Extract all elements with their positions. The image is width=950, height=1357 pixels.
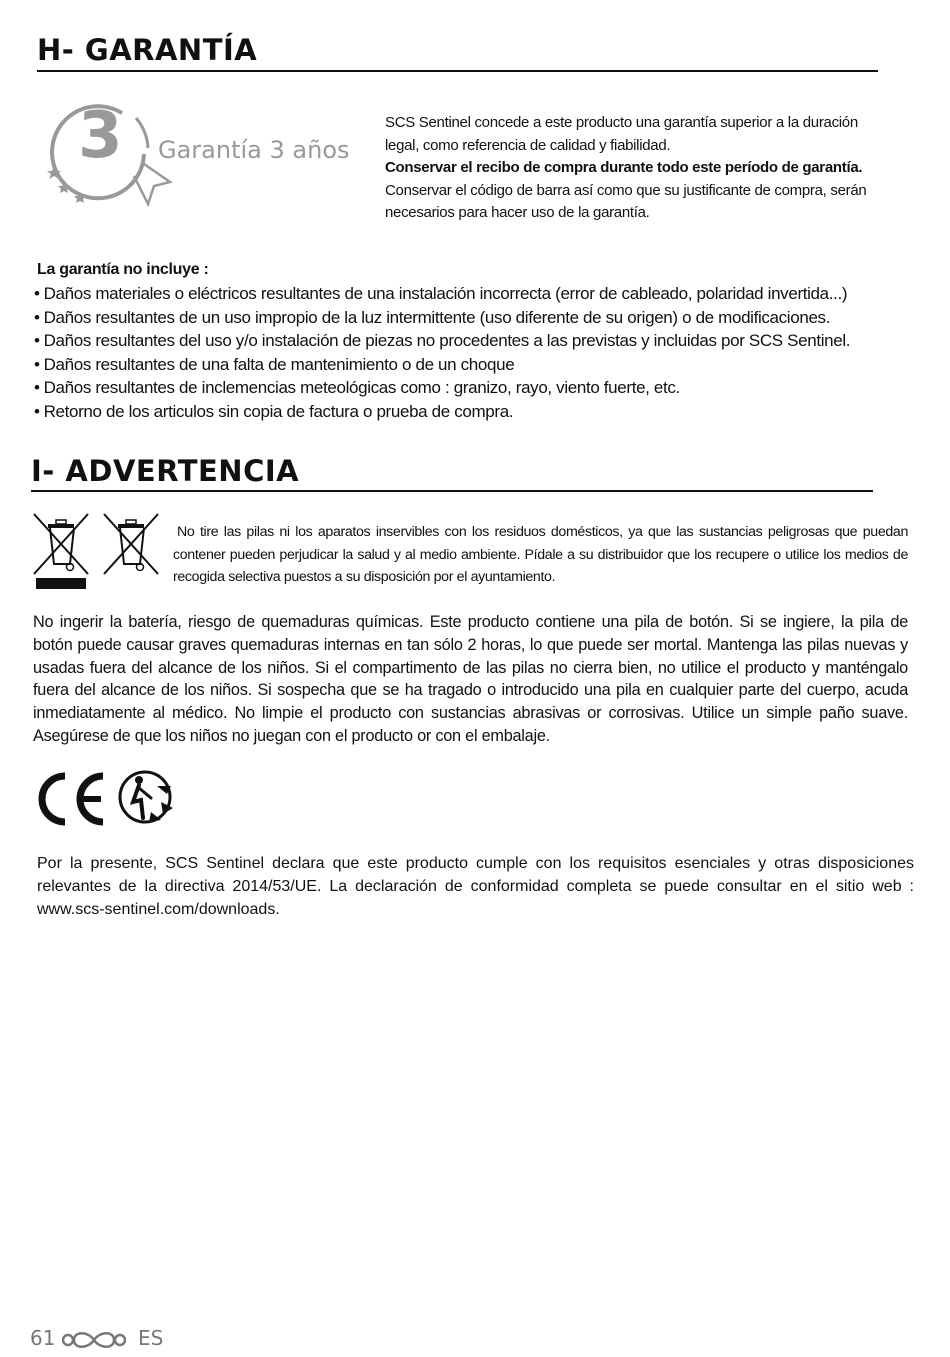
disposal-notice: No tire las pilas ni los aparatos inservibles con los residuos domésticos, ya que las sustancias peligrosas que puedan contener pueden perjudicar la salud y al medio ambiente. Pídale a su distribuidor que los recupere o utilice los medios de recogida selectiva puestos a su disposición por el ayuntamiento. — [173, 524, 908, 585]
conformity-declaration: Por la presente, SCS Sentinel declara que este producto cumple con los requisitos esenciales y otras disposiciones relevantes de la directiva 2014/53/UE. La declaración de conformidad completa se puede consultar en el sitio web : www.scs-sentinel.com/downloads. — [37, 855, 914, 918]
warranty-badge — [44, 96, 374, 214]
crossed-bin-icon — [30, 512, 92, 592]
list-item: • Daños materiales o eléctricos resultantes de una instalación incorrecta (error de cableado, polaridad invertida...) — [34, 282, 934, 306]
ce-mark-icon — [33, 772, 109, 826]
warranty-text — [385, 112, 880, 225]
exclusions-title: La garantía no incluye : — [37, 261, 209, 278]
page-number: 61 — [30, 1326, 56, 1350]
section-i-title: I- ADVERTENCIA — [31, 454, 300, 488]
warranty-text-barcode: Conservar el código de barra así como que su justificante de compra, serán necesarios para hacer uso de la garantía. — [385, 181, 867, 221]
list-item: • Daños resultantes del uso y/o instalación de piezas no procedentes a las previstas y incluidas por SCS Sentinel. — [34, 329, 934, 353]
section-h-title: H- GARANTÍA — [37, 33, 258, 67]
warranty-badge-label: Garantía 3 años — [158, 136, 350, 164]
warranty-text-keep-receipt: Conservar el recibo de compra durante todo este período de garantía. — [385, 159, 863, 176]
triman-icon — [117, 768, 177, 826]
list-item: • Retorno de los articulos sin copia de factura o prueba de compra. — [34, 400, 934, 424]
language-code: ES — [138, 1326, 164, 1350]
crossed-bin-icon — [100, 512, 162, 578]
list-item: • Daños resultantes de una falta de mantenimiento o de un choque — [34, 353, 934, 377]
section-h-rule — [37, 70, 878, 72]
list-item: • Daños resultantes de un uso impropio de la luz intermittente (uso diferente de su origen) o de modificaciones. — [34, 306, 934, 330]
warranty-text-intro: SCS Sentinel concede a este producto una garantía superior a la duración legal, como referencia de calidad y fiabilidad. — [385, 114, 858, 154]
list-item: • Daños resultantes de inclemencias meteológicas como : granizo, rayo, viento fuerte, etc. — [34, 376, 934, 400]
infinity-logo-icon — [62, 1329, 126, 1351]
exclusions-list — [34, 282, 934, 423]
section-i-rule — [31, 490, 873, 492]
battery-warning: No ingerir la batería, riesgo de quemaduras químicas. Este producto contiene una pila de botón. Si se ingiere, la pila de botón puede causar graves quemaduras internas en tan sólo 2 horas, lo que puede ser mortal. Mantenga las pilas nuevas y usadas fuera del alcance de los niños. Si el compartimento de las pilas no cierra bien, no utilice el producto y manténgalo fuera del alcance de los niños. Si sospecha que se ha tragado o introducido una pila en cualquier parte del cuerpo, acuda inmediatamente al médico. No limpie el producto con sustancias abrasivas or corrosivas. Utilice un simple paño suave. Asegúrese de que los niños no juegan con el producto or con el embalaje. — [33, 613, 908, 745]
warranty-badge-number: 3 — [78, 99, 123, 173]
